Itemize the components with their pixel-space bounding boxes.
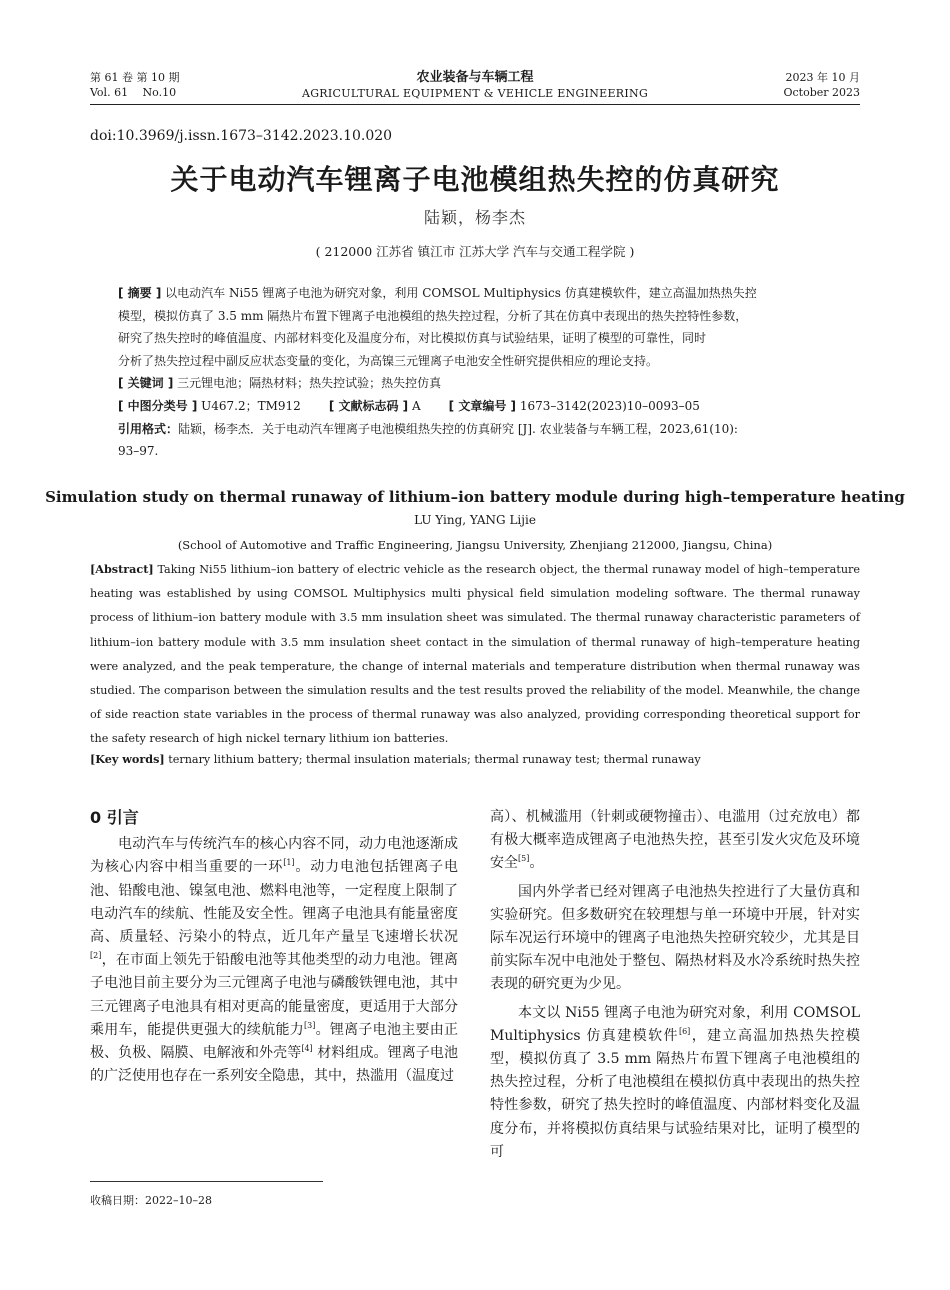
citation-text: 陆颖，杨李杰．关于电动汽车锂离子电池模组热失控的仿真研究 [J]. 农业装备与车辆工程，2023,61(10): (178, 421, 738, 436)
authors-cn: 陆颖，杨李杰 (423, 208, 526, 227)
affiliation-en: (School of Automotive and Traffic Engineering, Jiangsu University, Zhenjiang 212000, Jiangsu, China) (177, 538, 773, 552)
keywords-en-text: ternary lithium battery; thermal insulation materials; thermal runaway test; thermal runaway (164, 753, 701, 766)
body-left-column (90, 806, 458, 1088)
body-text: 。动力电池包括锂离子电池、铅酸电池、镍氢电池、燃料电池等，一定程度上限制了电动汽车的续航、性能及安全性。锂离子电池具有能量密度高、质量轻、污染小的特点，近几年产量呈飞速增长状况 (90, 859, 459, 946)
classification-line (118, 395, 833, 418)
body-text: 。 (529, 855, 544, 872)
body-paragraph (490, 1002, 860, 1164)
body-text: ，建立高温加热热失控模型，模拟仿真了 3.5 mm 隔热片布置下锂离子电池模组的热失控过程，分析了电池模组在模拟仿真中表现出的热失控特性参数，研究了热失控时的峰值温度、内部材料变化及温度分布，并将模拟仿真结果与试验结果对比，证明了模型的可 (490, 1027, 860, 1160)
section-heading: 0 引言 (90, 808, 139, 827)
keywords-en (90, 749, 860, 770)
body-text: 电动汽车与传统汽车的核心内容不同，动力电池逐渐成为核心内容中相当重要的一环 (90, 836, 458, 876)
body-text: ，在市面上领先于铅酸电池等其他类型的动力电池。锂离子电池目前主要分为三元锂离子电池与磷酸铁锂电池，其中三元锂离子电池具有相对更高的能量密度，更适用于大部分乘用车，能提供更强大的续航能力 (90, 952, 458, 1038)
abstract-en-text: Taking Ni55 lithium–ion battery of electric vehicle as the research object, the thermal runaway model of high–temperature heating was established by using COMSOL Multiphysics multi physical field simulation modeling software. The thermal runaway process of lithium–ion battery module with 3.5 mm insulation sheet was simulated. The thermal runaway characteristic parameters of lithium–ion battery module with 3.5 mm insulation sheet contact in the simulation of thermal runaway of high–temperature heating were analyzed, and the peak temperature, the change of internal materials and temperature distribution when thermal runaway was studied. The comparison between the simulation results and the test results proved the reliability of the model. Meanwhile, the change of side reaction state variables in the process of thermal runaway was also analyzed, providing corresponding theoretical support for the safety research of high nickel ternary lithium ion batteries. (90, 563, 860, 746)
citation-ref: [4] (301, 1044, 313, 1054)
clc-value: U467.2；TM912 (201, 398, 301, 413)
header-date (783, 70, 860, 100)
abstract-cn-label: [ 摘要 ] (118, 286, 162, 300)
body-text: 本文以 Ni55 锂离子电池为研究对象，利用 COMSOL Multiphysics 仿真建模软件 (490, 1004, 860, 1044)
abstract-cn-line: 分析了热失控过程中副反应状态变量的变化，为高镍三元锂离子电池安全性研究提供相应的理论支持。 (118, 353, 659, 368)
header-volume-cn: 第 61 卷 第 10 期 (90, 71, 180, 84)
body-paragraph: 国内外学者已经对锂离子电池热失控进行了大量仿真和实验研究。但多数研究在较理想与单一环境中开展，针对实际车况运行环境中的锂离子电池热失控研究较少，尤其是目前实际车况中电池处于整包、隔热材料及水冷系统时热失控表现的研究更为少见。 (490, 883, 860, 993)
citation-ref: [3] (304, 1020, 316, 1030)
header-journal-en: AGRICULTURAL EQUIPMENT & VEHICLE ENGINEERING (301, 87, 649, 100)
keywords-cn-label: [ 关键词 ] (118, 376, 174, 391)
body-paragraph (490, 806, 860, 876)
paper-title-cn: 关于电动汽车锂离子电池模组热失控的仿真研究 (170, 163, 780, 196)
citation-ref: [5] (518, 854, 530, 864)
header-journal-cn: 农业装备与车辆工程 (416, 70, 534, 85)
abstract-cn-text: 以电动汽车 Ni55 锂离子电池为研究对象，利用 COMSOL Multiphysics 仿真建模软件，建立高温加热热失控 (165, 286, 757, 300)
abstract-en (90, 557, 860, 752)
authors-en: LU Ying, YANG Lijie (414, 513, 536, 527)
body-text: 材料组成。锂离子电池的广泛使用也存在一系列安全隐患，其中，热滥用（温度过 (90, 1045, 459, 1085)
article-number-value: 1673–3142(2023)10–0093–05 (519, 398, 700, 413)
citation-ref: [6] (678, 1026, 691, 1036)
affiliation-cn: ( 212000 江苏省 镇江市 江苏大学 汽车与交通工程学院 ) (315, 244, 635, 259)
body-text: 。锂离子电池主要由正极、负极、隔膜、电解液和外壳等 (90, 1021, 459, 1062)
header-volume-en: Vol. 61 No.10 (90, 86, 177, 99)
citation-line (118, 418, 833, 441)
article-number-label: [ 文章编号 ] (448, 398, 516, 413)
header-rule (90, 104, 860, 105)
keywords-cn-text: 三元锂电池；隔热材料；热失控试验；热失控仿真 (177, 376, 442, 391)
body-right-column (490, 806, 860, 1164)
doc-code-value: A (411, 398, 421, 413)
abstract-cn-line (118, 282, 833, 305)
abstract-cn-line: 研究了热失控时的峰值温度、内部材料变化及温度分布，对比模拟仿真与试验结果，证明了模型的可靠性，同时 (118, 331, 707, 346)
citation-label: 引用格式： (118, 421, 179, 436)
keywords-cn (118, 372, 833, 395)
abstract-cn-line: 模型，模拟仿真了 3.5 mm 隔热片布置下锂离子电池模组的热失控过程，分析了其在仿真中表现出的热失控特性参数， (118, 308, 748, 323)
citation-ref: [2] (90, 951, 102, 961)
citation-line-2: 93–97. (118, 444, 159, 459)
doc-code-label: [ 文献标志码 ] (328, 398, 409, 413)
header-date-cn: 2023 年 10 月 (785, 71, 860, 84)
paper-title-en: Simulation study on thermal runaway of lithium–ion battery module during high–temperature heating (45, 488, 905, 506)
received-date-footnote: 收稿日期：2022–10–28 (90, 1194, 212, 1207)
doi: doi:10.3969/j.issn.1673–3142.2023.10.020 (90, 128, 393, 144)
abstract-cn (118, 282, 833, 463)
header-journal (90, 70, 860, 101)
clc-label: [ 中图分类号 ] (118, 398, 198, 413)
abstract-en-label: [Abstract] (90, 562, 154, 576)
header-date-en: October 2023 (783, 86, 860, 99)
body-paragraph (90, 833, 458, 1088)
body-text: 高）、机械滥用（针刺或硬物撞击）、电滥用（过充放电）都有极大概率造成锂离子电池热失控，甚至引发火灾危及环境安全 (490, 809, 860, 872)
citation-ref: [1] (283, 858, 295, 868)
running-header (90, 70, 860, 104)
footnote-rule (90, 1181, 323, 1182)
keywords-en-label: [Key words] (90, 752, 165, 766)
